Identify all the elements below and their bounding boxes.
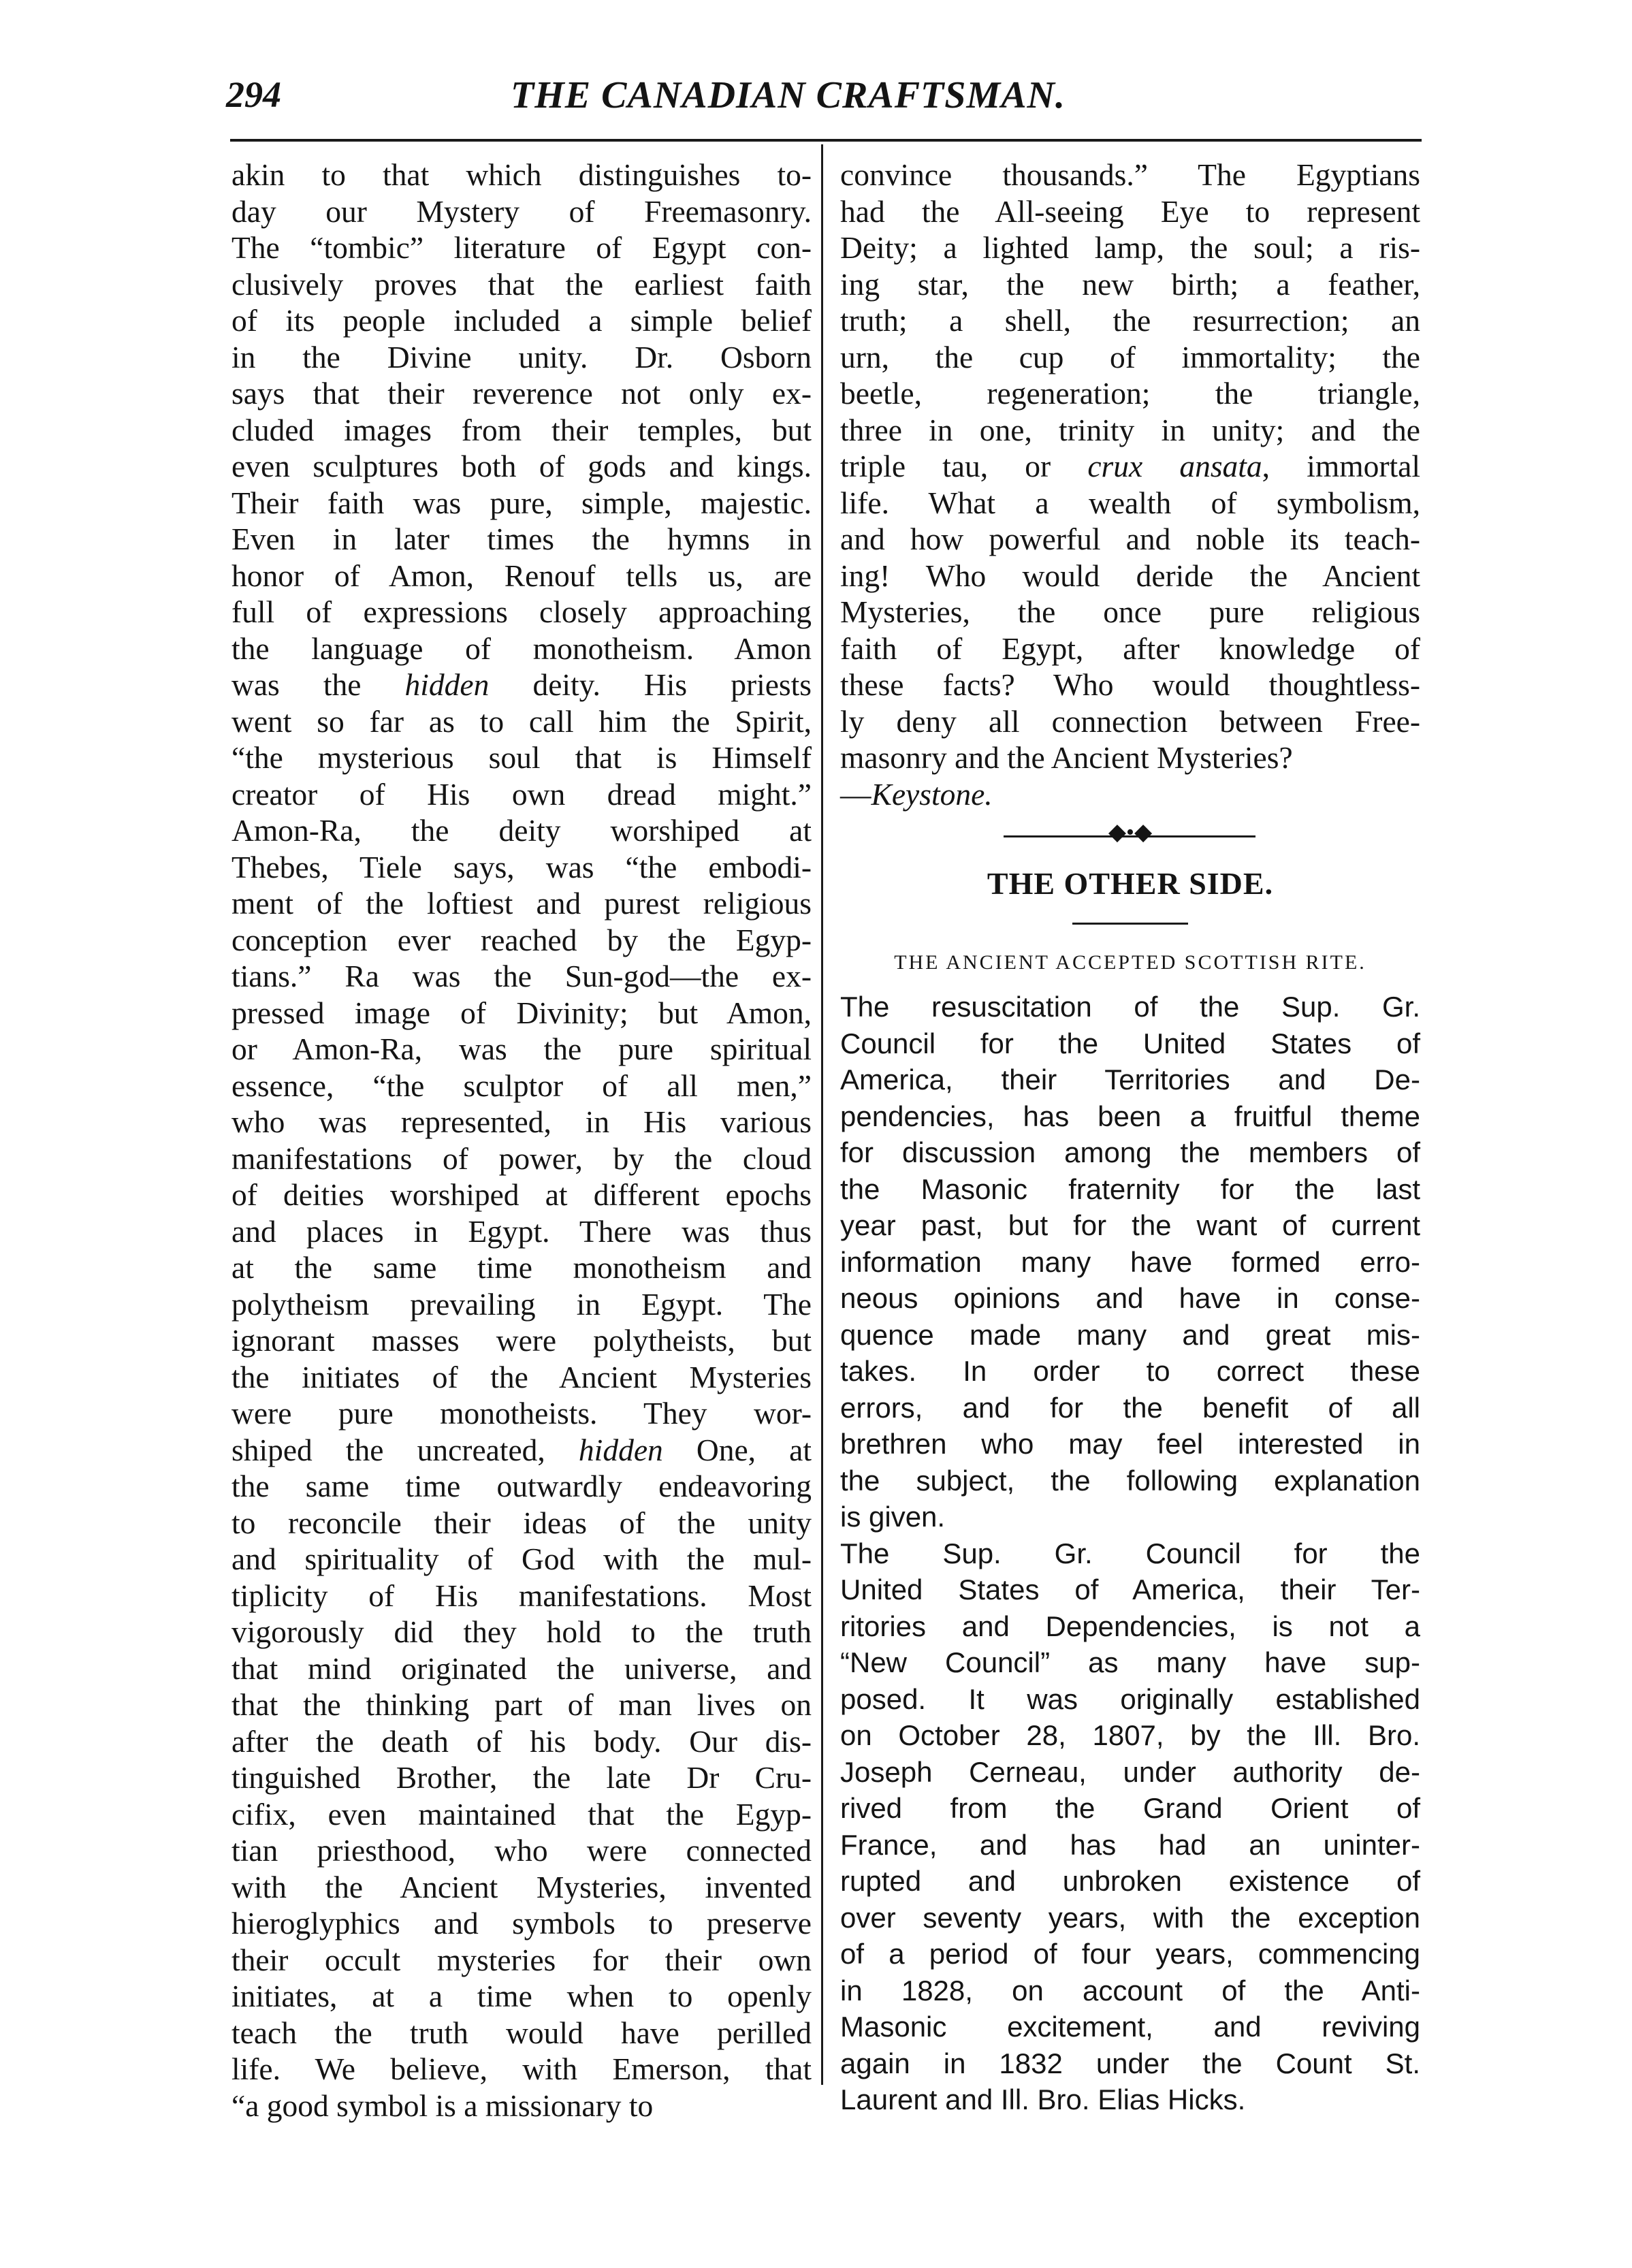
text-line: that the thinking part of man lives on bbox=[231, 1687, 812, 1722]
text-line: the initiates of the Ancient Mysteries bbox=[231, 1359, 812, 1394]
page-number: 294 bbox=[226, 74, 281, 115]
text-line: to reconcile their ideas of the unity bbox=[231, 1505, 812, 1540]
text-line: beetle, regeneration; the triangle, bbox=[840, 376, 1420, 411]
text-line: is given. bbox=[840, 1501, 946, 1533]
text-line: went so far as to call him the Spirit, bbox=[231, 703, 812, 739]
text-line: of its people included a simple belief bbox=[231, 303, 812, 338]
diamond-ornament-icon: ◆•◆ bbox=[1108, 820, 1153, 845]
text-line: at the same time monotheism and bbox=[231, 1250, 812, 1285]
section-subhead: THE ANCIENT ACCEPTED SCOTTISH RITE. bbox=[894, 951, 1366, 974]
text-line: ly deny all connection between Free- bbox=[840, 703, 1420, 739]
text-line: triple tau, or crux ansata, immortal bbox=[840, 449, 1420, 483]
text-line: The Sup. Gr. Council for the bbox=[840, 1537, 1420, 1569]
text-line: neous opinions and have in conse- bbox=[840, 1282, 1420, 1314]
text-line: brethren who may feel interested in bbox=[840, 1428, 1420, 1460]
text-line: that mind originated the universe, and bbox=[231, 1650, 812, 1686]
text-line: “New Council” as many have sup- bbox=[840, 1646, 1420, 1678]
text-line: and how powerful and noble its teach- bbox=[840, 522, 1420, 556]
text-line: again in 1832 under the Count St. bbox=[840, 2047, 1420, 2079]
text-line: posed. It was originally established bbox=[840, 1682, 1420, 1715]
text-line: cifix, even maintained that the Egyp- bbox=[231, 1796, 812, 1832]
text-line: the language of monotheism. Amon bbox=[231, 630, 812, 666]
text-line: Masonic excitement, and reviving bbox=[840, 2011, 1420, 2043]
text-line: truth; a shell, the resurrection; an bbox=[840, 303, 1420, 338]
text-line: Laurent and Ill. Bro. Elias Hicks. bbox=[840, 2083, 1246, 2115]
text-line: of deities worshiped at different epochs bbox=[231, 1177, 812, 1212]
text-line: Mysteries, the once pure religious bbox=[840, 594, 1420, 629]
text-line: the Masonic fraternity for the last bbox=[840, 1172, 1420, 1205]
section-title-rule bbox=[1072, 923, 1188, 925]
text-line: their occult mysteries for their own bbox=[231, 1942, 812, 1977]
text-line: Joseph Cerneau, under authority de- bbox=[840, 1755, 1420, 1788]
text-line: vigorously did they hold to the truth bbox=[231, 1614, 812, 1649]
text-line: had the All-seeing Eye to represent bbox=[840, 193, 1420, 229]
text-line: rupted and unbroken existence of bbox=[840, 1865, 1420, 1897]
text-line: creator of His own dread might.” bbox=[231, 776, 812, 812]
text-line: on October 28, 1807, by the Ill. Bro. bbox=[840, 1719, 1420, 1751]
text-line: polytheism prevailing in Egypt. The bbox=[231, 1286, 812, 1322]
text-line: Even in later times the hymns in bbox=[231, 522, 812, 556]
column-divider bbox=[821, 144, 823, 2085]
text-line: ritories and Dependencies, is not a bbox=[840, 1610, 1420, 1642]
text-line: tians.” Ra was the Sun-god—the ex- bbox=[231, 959, 812, 993]
text-line: and spirituality of God with the mul- bbox=[231, 1542, 812, 1576]
text-line: akin to that which distinguishes to- bbox=[231, 157, 812, 192]
text-line: information many have formed erro- bbox=[840, 1245, 1420, 1278]
text-line: these facts? Who would thoughtless- bbox=[840, 667, 1420, 702]
left-column bbox=[231, 157, 812, 2124]
text-line: rived from the Grand Orient of bbox=[840, 1792, 1420, 1824]
text-line: for discussion among the members of bbox=[840, 1136, 1420, 1168]
text-line: over seventy years, with the exception bbox=[840, 1901, 1420, 1934]
text-line: three in one, trinity in unity; and the bbox=[840, 412, 1420, 447]
text-line: life. What a wealth of symbolism, bbox=[840, 485, 1420, 520]
text-line: full of expressions closely approaching bbox=[231, 594, 812, 629]
text-line: ing! Who would deride the Ancient bbox=[840, 558, 1420, 593]
text-line: the same time outwardly endeavoring bbox=[231, 1469, 812, 1503]
text-line: America, their Territories and De- bbox=[840, 1064, 1420, 1096]
text-line: or Amon-Ra, was the pure spiritual bbox=[231, 1032, 812, 1066]
text-line: tian priesthood, who were connected bbox=[231, 1833, 812, 1868]
text-line: who was represented, in His various bbox=[231, 1104, 812, 1139]
text-line: the subject, the following explanation bbox=[840, 1464, 1420, 1497]
text-line: ing star, the new birth; a feather, bbox=[840, 266, 1420, 302]
text-line: “a good symbol is a missionary to bbox=[231, 2088, 654, 2123]
section-title: THE OTHER SIDE. bbox=[987, 866, 1274, 901]
text-line: takes. In order to correct these bbox=[840, 1355, 1420, 1387]
text-line: tinguished Brother, the late Dr Cru- bbox=[231, 1760, 812, 1795]
text-line: honor of Amon, Renouf tells us, are bbox=[231, 558, 812, 593]
text-line: in the Divine unity. Dr. Osborn bbox=[231, 339, 812, 374]
text-line: Amon-Ra, the deity worshiped at bbox=[231, 813, 812, 848]
text-line: was the hidden deity. His priests bbox=[231, 667, 812, 702]
text-line: essence, “the sculptor of all men,” bbox=[231, 1068, 812, 1103]
running-head-title: THE CANADIAN CRAFTSMAN. bbox=[511, 74, 1066, 116]
text-line: says that their reverence not only ex- bbox=[231, 376, 812, 411]
text-line: Deity; a lighted lamp, the soul; a ris- bbox=[840, 230, 1420, 265]
text-line: with the Ancient Mysteries, invented bbox=[231, 1869, 812, 1904]
text-line: of a period of four years, commencing bbox=[840, 1938, 1420, 1970]
scottish-rite-article bbox=[840, 989, 1420, 2118]
section-ornament bbox=[840, 812, 1420, 860]
text-line: conception ever reached by the Egyp- bbox=[231, 922, 812, 957]
text-line: day our Mystery of Freemasonry. bbox=[231, 193, 812, 229]
text-line: errors, and for the benefit of all bbox=[840, 1391, 1420, 1424]
right-column bbox=[840, 157, 1420, 2118]
text-line: The resuscitation of the Sup. Gr. bbox=[840, 991, 1420, 1023]
text-line: life. We believe, with Emerson, that bbox=[231, 2051, 812, 2086]
text-line: tiplicity of His manifestations. Most bbox=[231, 1578, 812, 1613]
text-line: year past, but for the want of current bbox=[840, 1209, 1420, 1241]
text-line: and places in Egypt. There was thus bbox=[231, 1213, 812, 1249]
text-line: United States of America, their Ter- bbox=[840, 1574, 1420, 1606]
text-line: were pure monotheists. They wor- bbox=[231, 1396, 812, 1431]
text-line: Council for the United States of bbox=[840, 1027, 1420, 1059]
text-line: teach the truth would have perilled bbox=[231, 2015, 812, 2050]
header-rule bbox=[230, 139, 1422, 142]
text-line: France, and has had an uninter- bbox=[840, 1828, 1420, 1861]
text-line: manifestations of power, by the cloud bbox=[231, 1140, 812, 1176]
text-line: initiates, at a time when to openly bbox=[231, 1979, 812, 2013]
text-line: even sculptures both of gods and kings. bbox=[231, 449, 812, 483]
text-line: shiped the uncreated, hidden One, at bbox=[231, 1432, 812, 1467]
text-line: —Keystone. bbox=[840, 776, 993, 812]
text-line: ment of the loftiest and purest religious bbox=[231, 886, 812, 921]
text-line: in 1828, on account of the Anti- bbox=[840, 1974, 1420, 2007]
text-line: clusively proves that the earliest faith bbox=[231, 266, 812, 302]
text-line: pendencies, has been a fruitful theme bbox=[840, 1100, 1420, 1132]
text-line: hieroglyphics and symbols to preserve bbox=[231, 1906, 812, 1940]
text-line: after the death of his body. Our dis- bbox=[231, 1723, 812, 1759]
text-line: Thebes, Tiele says, was “the embodi- bbox=[231, 849, 812, 884]
text-line: urn, the cup of immortality; the bbox=[840, 339, 1420, 374]
text-line: Their faith was pure, simple, majestic. bbox=[231, 485, 812, 520]
text-line: ignorant masses were polytheists, but bbox=[231, 1323, 812, 1358]
text-line: convince thousands.” The Egyptians bbox=[840, 157, 1420, 192]
text-line: quence made many and great mis- bbox=[840, 1318, 1420, 1351]
text-line: The “tombic” literature of Egypt con- bbox=[231, 230, 812, 265]
text-line: “the mysterious soul that is Himself bbox=[231, 740, 812, 775]
text-line: pressed image of Divinity; but Amon, bbox=[231, 995, 812, 1030]
continued-article bbox=[840, 157, 1420, 812]
text-line: faith of Egypt, after knowledge of bbox=[840, 630, 1420, 666]
text-line: masonry and the Ancient Mysteries? bbox=[840, 740, 1293, 775]
text-line: cluded images from their temples, but bbox=[231, 412, 812, 447]
